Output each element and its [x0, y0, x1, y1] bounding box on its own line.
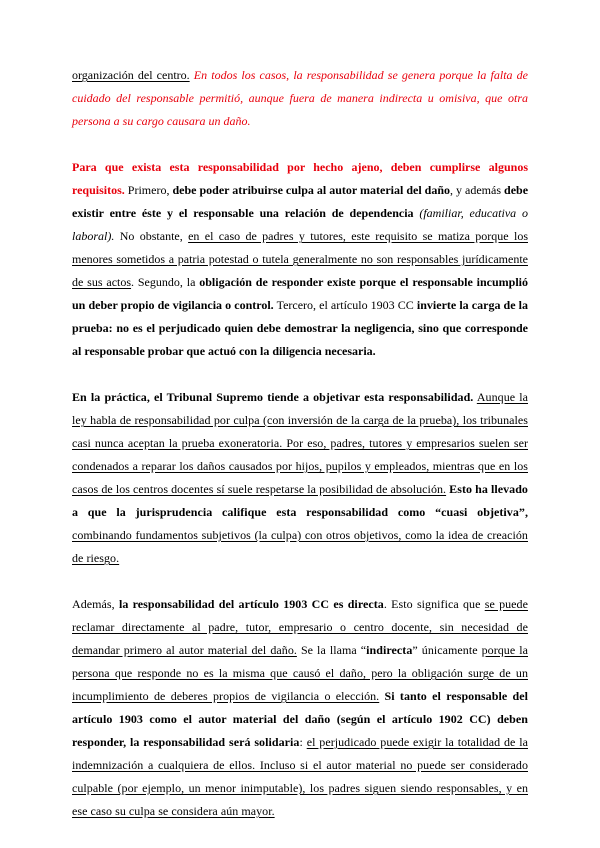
text-highlight-red-italic: En todos los casos, la responsabilidad se genera porque la falta de cuidado del responsable permitió, aunque fuera de manera indirecta u omisiva, que otra persona a su cargo causara un daño.: [72, 68, 528, 128]
paragraph-direct-responsibility: [72, 593, 528, 823]
text-bold: Esto ha llevado a que la jurisprudencia califique esta responsabilidad como “cuasi objetiva”,: [72, 482, 528, 519]
text-underlined: Aunque la ley habla de responsabilidad por culpa (con inversión de la carga de la prueba), los tribunales casi nunca aceptan la prueba exoneratoria. Por eso, padres, tutores y empresarios suelen ser condenados a reparar los daños causados por hijos, pupilos y empleados, mientras que en los casos de los centros docentes sí suele respetarse la posibilidad de absolución.: [72, 390, 528, 496]
text-bold: Si tanto el responsable del artículo 1903 como el autor material del daño (según el artículo 1902 CC) deben responder, la responsabilidad será solidaria: [72, 689, 528, 749]
document-page: [72, 64, 528, 846]
text-plain: . Segundo, la: [131, 275, 200, 289]
text-plain: No obstante,: [114, 229, 189, 243]
text-plain: Tercero, el artículo 1903 CC: [273, 298, 417, 312]
text-heading-red-bold: Para que exista esta responsabilidad por hecho ajeno, deben cumplirse algunos requisitos.: [72, 160, 528, 197]
text-underlined: organización del centro.: [72, 68, 190, 82]
paragraph-responsibility-intro: [72, 64, 528, 133]
text-italic: (familiar, educativa o laboral).: [72, 206, 528, 243]
text-underlined: se puede reclamar directamente al padre, tutor, empresario o centro docente, sin necesidad de demandar primero al autor material del daño.: [72, 597, 528, 657]
text-underlined: el perjudicado puede exigir la totalidad de la indemnización a cualquiera de ellos. Incluso si el autor material no puede ser considerado culpable (por ejemplo, un menor inimputable), los padres siguen siendo responsables, y en ese caso su culpa se considera aún mayor.: [72, 735, 528, 818]
text-bold: invierte la carga de la prueba: no es el perjudicado quien debe demostrar la negligencia, sino que corresponde al responsable probar que actuó con la diligencia necesaria.: [72, 298, 528, 358]
text-underlined: combinando fundamentos subjetivos (la culpa) con otros objetivos, como la idea de creación de riesgo.: [72, 528, 528, 565]
text-bold: En la práctica, el Tribunal Supremo tiende a objetivar esta responsabilidad.: [72, 390, 474, 404]
text-plain: :: [299, 735, 307, 749]
text-underlined: en el caso de padres y tutores, este requisito se matiza porque los menores sometidos a patria potestad o tutela generalmente no son responsables jurídicamente de sus actos: [72, 229, 528, 289]
text-bold: obligación de responder existe porque el responsable incumplió un deber propio de vigilancia o control.: [72, 275, 529, 312]
text-bold: debe existir entre éste y el responsable una relación de dependencia: [72, 183, 529, 220]
text-plain: , y además: [450, 183, 505, 197]
paragraph-supreme-court: [72, 386, 528, 570]
text-underlined: porque la persona que responde no es la misma que causó el daño, pero la obligación surge de un incumplimiento de deberes propios de vigilancia o elección.: [72, 643, 528, 703]
text-plain: Primero,: [124, 183, 173, 197]
paragraph-requirements: [72, 156, 528, 363]
text-plain: Se la llama “: [296, 643, 367, 657]
text-plain: . Esto significa que: [383, 597, 485, 611]
text-bold: debe poder atribuirse culpa al autor material del daño: [172, 183, 451, 197]
text-plain: ” únicamente: [412, 643, 482, 657]
text-plain: Además,: [72, 597, 119, 611]
text-bold: indirecta: [366, 643, 413, 657]
text-bold: la responsabilidad del artículo 1903 CC es directa: [118, 597, 384, 611]
